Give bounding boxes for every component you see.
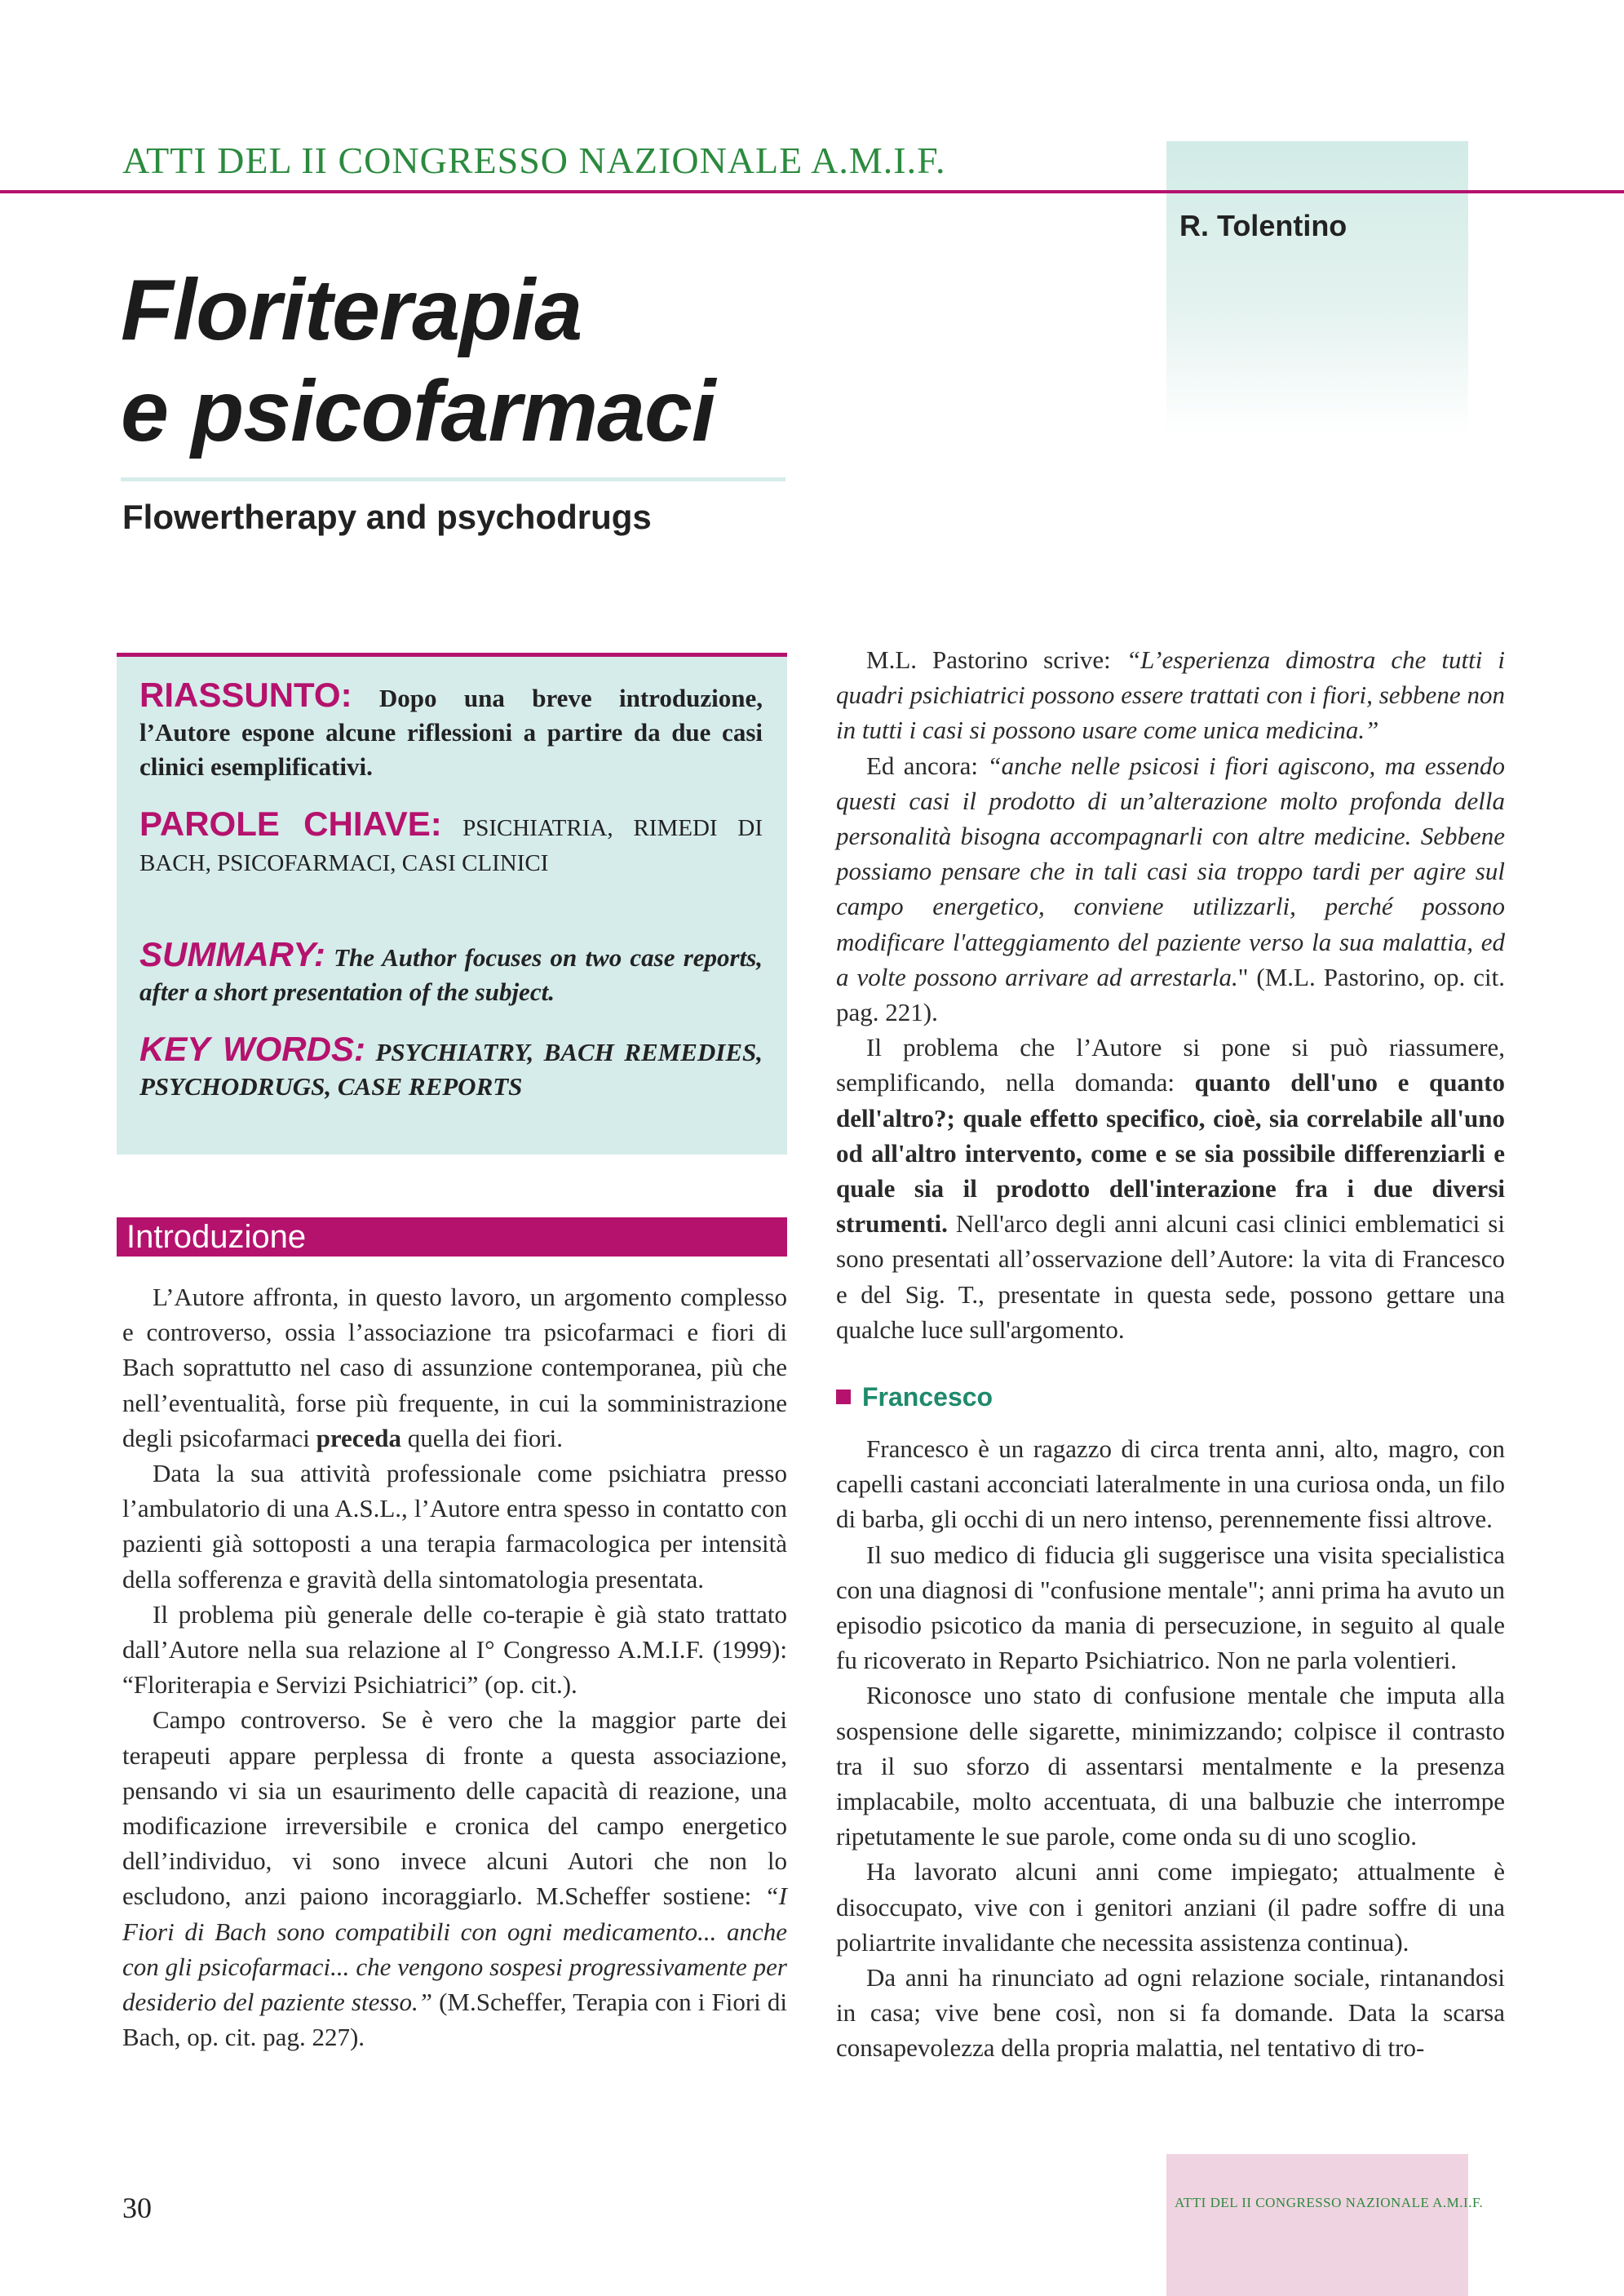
footer-journal: ATTI DEL II CONGRESSO NAZIONALE A.M.I.F.: [1175, 2195, 1484, 2210]
riassunto-heading: RIASSUNTO:: [139, 676, 352, 714]
parole-chiave-heading: PAROLE CHIAVE:: [139, 804, 442, 843]
francesco-paragraph-5: Da anni ha rinunciato ad ogni relazione sociale, rintanandosi in casa; vive bene così, non si fa domande. Data la scarsa consapevolezza della propria malattia, nel tentativo di tro-: [836, 1963, 1505, 2063]
abstract-box: [117, 653, 787, 1155]
section-heading-introduzione: Introduzione: [117, 1217, 787, 1257]
subsection-francesco: [836, 1382, 993, 1412]
right-column: [836, 642, 1505, 1347]
keywords-heading: KEY WORDS:: [139, 1030, 365, 1068]
intro-paragraph-3: Il problema più generale delle co-terapie è già stato trattato dall’Autore nella sua relazione al I° Congresso A.M.I.F. (1999): “Floriterapia e Servizi Psichiatrici” (op. cit.).: [122, 1599, 787, 1700]
page-subtitle: Flowertherapy and psychodrugs: [122, 498, 652, 536]
summary-paragraph: [139, 937, 763, 1009]
pastorino-paragraph: M.L. Pastorino scrive: “L’esperienza dimostra che tutti i quadri psichiatrici possono essere trattati con i fiori, sebbene non in tutti i casi si possono usare come unica medicina.”: [836, 645, 1505, 745]
journal-header: ATTI DEL II CONGRESSO NAZIONALE A.M.I.F.: [122, 140, 946, 181]
footer-decorative-block: [1166, 2154, 1484, 2296]
intro-paragraph-1: L’Autore affronta, in questo lavoro, un argomento complesso e controverso, ossia l’associazione tra psicofarmaci e fiori di Bach soprattutto nel caso di assunzione contemporanea, più che nell’eventualità, forse più frequente, in cui la somministrazione degli psicofarmaci preceda quella dei fiori.: [122, 1283, 787, 1452]
riassunto-text: Dopo una breve introduzione, l’Autore espone alcune riflessioni a partire da due casi clinici esemplificativi.: [139, 684, 763, 781]
square-bullet-icon: [836, 1390, 851, 1404]
intro-paragraph-2: Data la sua attività professionale come psichiatra presso l’ambulatorio di una A.S.L., l’Autore entra spesso in contatto con pazienti già sottoposti a una terapia farmacologica per intensità della sofferenza e gravità della sintomatologia presentata.: [122, 1459, 787, 1593]
intro-column: [122, 1279, 787, 2054]
keywords-paragraph: [139, 1032, 763, 1104]
summary-heading: SUMMARY:: [139, 935, 325, 973]
title-line-1: Floriterapia: [121, 262, 582, 358]
francesco-paragraph-2: Il suo medico di fiducia gli suggerisce una visita specialistica con una diagnosi di "confusione mentale"; anni prima ha avuto un episodio psicotico da mania di persecuzione, in seguito al quale fu ricoverato in Reparto Psichiatrico. Non ne parla volentieri.: [836, 1540, 1505, 1675]
parole-chiave-paragraph: [139, 804, 763, 880]
header-decorative-block: [1166, 141, 1468, 435]
summary-text: The Author focuses on two case reports, after a short presentation of the subject.: [139, 943, 763, 1006]
keywords-text: PSYCHIATRY, BACH REMEDIES, PSYCHODRUGS, CASE REPORTS: [139, 1038, 763, 1101]
subsection-francesco-label: Francesco: [862, 1382, 993, 1412]
header-rule: [0, 190, 1624, 193]
problem-paragraph: Il problema che l’Autore si pone si può riassumere, semplificando, nella domanda: quanto dell'uno e quanto dell'altro?; quale effetto specifico, cioè, sia correlabile all'uno od all'altro intervento, come e se sia possibile differenziarli e quale sia il prodotto dell'interazione fra i due diversi strumenti. Nell'arco degli anni alcuni casi clinici emblematici si sono presentati all’osservazione dell’Autore: la vita di Francesco e del Sig. T., presentate in questa sede, possono gettare una qualche luce sull'argomento.: [836, 1033, 1505, 1344]
page-title: [121, 259, 839, 462]
ed-ancora-paragraph: Ed ancora: “anche nelle psicosi i fiori agiscono, ma essendo questi casi il prodotto di un’alterazione molto profonda della personalità bisogna accompagnarli con altre medicine. Sebbene possiamo pensare che in tali casi sia troppo tardi per agire sul campo energetico, conviene utilizzarli, perché possono modificare l'atteggiamento del paziente verso la sua malattia, ed a volte possono arrivare ad arrestarla." (M.L. Pastorino, op. cit. pag. 221).: [836, 751, 1506, 1027]
parole-chiave-text: PSICHIATRIA, RIMEDI DI BACH, PSICOFARMACI, CASI CLINICI: [139, 815, 763, 876]
title-rule: [121, 477, 785, 481]
francesco-paragraph-3: Riconosce uno stato di confusione mentale che imputa alla sospensione delle sigarette, minimizzando; colpisce il contrasto tra il suo sforzo di assentarsi mentalmente e la presenza implacabile, molto accentuata, di una balbuzie che interrompe ripetutamente le sue parole, come onda su di uno scoglio.: [836, 1681, 1505, 1851]
riassunto-paragraph: [139, 678, 763, 784]
page-number: 30: [122, 2192, 152, 2224]
francesco-column: [836, 1431, 1505, 2066]
author-name: R. Tolentino: [1179, 209, 1347, 242]
title-line-2: e psicofarmaci: [121, 363, 715, 459]
intro-paragraph-4: Campo controverso. Se è vero che la maggior parte dei terapeuti appare perplessa di fronte a questa associazione, pensando vi sia un esaurimento delle capacità di reazione, una modificazione irreversibile e cronica del campo energetico dell’individuo, vi sono invece alcuni Autori che non lo escludono, anzi paiono incoraggiarlo. M.Scheffer sostiene: “I Fiori di Bach sono compatibili con ogni medicamento... anche con gli psicofarmaci... che vengono sospesi progressivamente per desiderio del paziente stesso.” (M.Scheffer, Terapia con i Fiori di Bach, op. cit. pag. 227).: [122, 1705, 787, 2052]
francesco-paragraph-1: Francesco è un ragazzo di circa trenta anni, alto, magro, con capelli castani acconciati lateralmente in una curiosa onda, un filo di barba, gli occhi di un nero intenso, perennemente fissi altrove.: [836, 1434, 1505, 1534]
francesco-paragraph-4: Ha lavorato alcuni anni come impiegato; attualmente è disoccupato, vive con i genitori anziani (il padre soffre di una poliartrite invalidante che necessita assistenza continua).: [836, 1857, 1505, 1957]
